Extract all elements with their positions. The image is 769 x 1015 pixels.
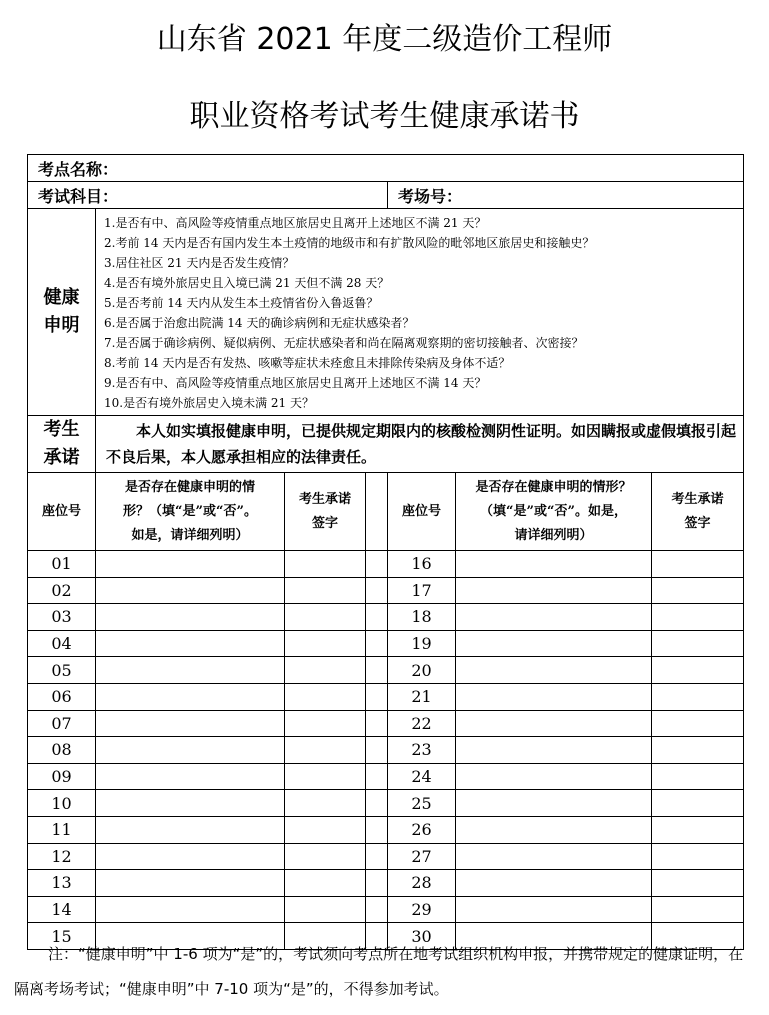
signature-cell-left[interactable] <box>285 577 366 604</box>
seat-number-left: 08 <box>28 737 96 764</box>
declaration-item: 6.是否属于治愈出院满 14 天的确诊病例和无症状感染者？ <box>104 316 415 330</box>
seat-row <box>28 870 744 897</box>
column-divider <box>366 816 388 843</box>
seat-row <box>28 896 744 923</box>
seat-number-right: 26 <box>388 816 456 843</box>
signature-cell-left[interactable] <box>285 896 366 923</box>
situation-cell-right[interactable] <box>456 604 652 631</box>
seat-number-left: 15 <box>28 923 96 950</box>
signature-cell-left[interactable] <box>285 737 366 764</box>
promise-statement: 本人如实填报健康申明，已提供规定期限内的核酸检测阴性证明。如因瞒报或虚假填报引起不良后果，本人愿承担相应的法律责任。 <box>96 416 744 473</box>
declaration-item: 5.是否考前 14 天内从发生本土疫情省份入鲁返鲁？ <box>104 296 379 310</box>
seat-number-left: 01 <box>28 551 96 578</box>
seat-number-left: 10 <box>28 790 96 817</box>
situation-cell-right[interactable] <box>456 577 652 604</box>
situation-cell-left[interactable] <box>96 763 285 790</box>
column-divider <box>366 763 388 790</box>
declaration-label: 健康 申明 <box>28 209 96 416</box>
footnote: 注：“健康申明”中 1-6 项为“是”的，考试须向考点所在地考试组织机构申报，并携带规定的健康证明，在隔离考场考试；“健康申明”中 7-10 项为“是”的，不得参加考试。 <box>14 945 744 998</box>
signature-cell-left[interactable] <box>285 604 366 631</box>
signature-cell-right[interactable] <box>652 763 744 790</box>
signature-cell-right[interactable] <box>652 657 744 684</box>
signature-cell-right[interactable] <box>652 577 744 604</box>
column-divider <box>366 630 388 657</box>
seat-number-left: 02 <box>28 577 96 604</box>
health-commitment-form <box>27 154 744 950</box>
situation-cell-left[interactable] <box>96 790 285 817</box>
situation-cell-left[interactable] <box>96 737 285 764</box>
seat-number-right: 20 <box>388 657 456 684</box>
seat-number-right: 28 <box>388 870 456 897</box>
situation-cell-right[interactable] <box>456 896 652 923</box>
seat-number-right: 25 <box>388 790 456 817</box>
seat-row <box>28 790 744 817</box>
column-divider <box>366 551 388 578</box>
situation-cell-left[interactable] <box>96 657 285 684</box>
signature-cell-right[interactable] <box>652 551 744 578</box>
declaration-item: 4.是否有境外旅居史且入境已满 21 天但不满 28 天？ <box>104 276 390 290</box>
seat-column-header-right: 座位号 <box>388 473 456 551</box>
exam-room-field[interactable] <box>388 182 744 209</box>
seat-row <box>28 683 744 710</box>
signature-cell-left[interactable] <box>285 763 366 790</box>
exam-site-field[interactable] <box>28 155 744 182</box>
declaration-item: 3.居住社区 21 天内是否发生疫情？ <box>104 256 295 270</box>
situation-cell-right[interactable] <box>456 843 652 870</box>
seat-row <box>28 577 744 604</box>
seat-number-right: 24 <box>388 763 456 790</box>
seat-number-right: 29 <box>388 896 456 923</box>
signature-cell-left[interactable] <box>285 790 366 817</box>
column-divider <box>366 683 388 710</box>
situation-cell-right[interactable] <box>456 790 652 817</box>
situation-cell-left[interactable] <box>96 604 285 631</box>
seat-row <box>28 630 744 657</box>
column-divider <box>366 870 388 897</box>
signature-cell-right[interactable] <box>652 604 744 631</box>
column-divider <box>366 657 388 684</box>
seat-row <box>28 551 744 578</box>
declaration-item: 9.是否有中、高风险等疫情重点地区旅居史且离开上述地区不满 14 天？ <box>104 376 487 390</box>
situation-cell-left[interactable] <box>96 896 285 923</box>
seat-number-right: 18 <box>388 604 456 631</box>
column-divider <box>366 473 388 551</box>
signature-cell-right[interactable] <box>652 710 744 737</box>
signature-cell-right[interactable] <box>652 896 744 923</box>
column-divider <box>366 737 388 764</box>
situation-cell-left[interactable] <box>96 683 285 710</box>
signature-cell-left[interactable] <box>285 551 366 578</box>
exam-room-label: 考场号： <box>398 186 463 206</box>
declaration-list <box>96 209 744 416</box>
situation-column-header-left: 是否存在健康申明的情 形？（填“是”或“否”。 如是，请详细列明） <box>96 473 285 551</box>
seat-number-left: 04 <box>28 630 96 657</box>
column-divider <box>366 790 388 817</box>
seat-row <box>28 816 744 843</box>
situation-cell-left[interactable] <box>96 551 285 578</box>
declaration-item: 2.考前 14 天内是否有国内发生本土疫情的地级市和有扩散风险的毗邻地区旅居史和接触史？ <box>104 236 595 250</box>
seat-number-left: 13 <box>28 870 96 897</box>
document-title-line-1: 山东省 2021 年度二级造价工程师 <box>156 22 613 57</box>
declaration-item: 7.是否属于确诊病例、疑似病例、无症状感染者和尚在隔离观察期的密切接触者、次密接？ <box>104 336 584 350</box>
seat-number-left: 09 <box>28 763 96 790</box>
signature-column-header-left: 考生承诺 签字 <box>285 473 366 551</box>
signature-cell-left[interactable] <box>285 630 366 657</box>
seat-number-right: 22 <box>388 710 456 737</box>
document-title-line-2: 职业资格考试考生健康承诺书 <box>189 99 580 134</box>
seat-number-left: 05 <box>28 657 96 684</box>
seat-row <box>28 763 744 790</box>
seat-number-left: 07 <box>28 710 96 737</box>
column-divider <box>366 710 388 737</box>
signature-cell-left[interactable] <box>285 816 366 843</box>
column-divider <box>366 843 388 870</box>
seat-row <box>28 843 744 870</box>
seat-number-right: 16 <box>388 551 456 578</box>
seat-row <box>28 604 744 631</box>
signature-column-header-right: 考生承诺 签字 <box>652 473 744 551</box>
seat-number-right: 21 <box>388 683 456 710</box>
situation-column-header-right: 是否存在健康申明的情形？ （填“是”或“否”。如是， 请详细列明） <box>456 473 652 551</box>
seat-number-right: 23 <box>388 737 456 764</box>
situation-cell-right[interactable] <box>456 710 652 737</box>
seat-number-right: 17 <box>388 577 456 604</box>
signature-cell-left[interactable] <box>285 683 366 710</box>
signature-cell-left[interactable] <box>285 657 366 684</box>
situation-cell-left[interactable] <box>96 577 285 604</box>
seat-number-right: 19 <box>388 630 456 657</box>
signature-cell-right[interactable] <box>652 737 744 764</box>
promise-label: 考生 承诺 <box>28 416 96 473</box>
signature-cell-right[interactable] <box>652 630 744 657</box>
situation-cell-right[interactable] <box>456 683 652 710</box>
declaration-item: 10.是否有境外旅居史入境未满 21 天？ <box>104 396 314 410</box>
column-divider <box>366 577 388 604</box>
signature-cell-left[interactable] <box>285 710 366 737</box>
situation-cell-right[interactable] <box>456 763 652 790</box>
seat-number-left: 11 <box>28 816 96 843</box>
situation-cell-left[interactable] <box>96 710 285 737</box>
seat-row <box>28 710 744 737</box>
seat-column-header-left: 座位号 <box>28 473 96 551</box>
situation-cell-right[interactable] <box>456 630 652 657</box>
column-divider <box>366 896 388 923</box>
seat-row <box>28 657 744 684</box>
seat-number-left: 06 <box>28 683 96 710</box>
exam-subject-label: 考试科目： <box>38 186 119 206</box>
signature-cell-left[interactable] <box>285 843 366 870</box>
declaration-item: 8.考前 14 天内是否有发热、咳嗽等症状未痊愈且未排除传染病及身体不适？ <box>104 356 511 370</box>
signature-cell-right[interactable] <box>652 870 744 897</box>
signature-cell-right[interactable] <box>652 683 744 710</box>
signature-cell-right[interactable] <box>652 816 744 843</box>
situation-cell-right[interactable] <box>456 870 652 897</box>
situation-cell-left[interactable] <box>96 630 285 657</box>
seat-number-left: 12 <box>28 843 96 870</box>
situation-cell-left[interactable] <box>96 870 285 897</box>
situation-cell-left[interactable] <box>96 816 285 843</box>
signature-cell-left[interactable] <box>285 870 366 897</box>
exam-site-label: 考点名称： <box>38 159 119 179</box>
situation-cell-left[interactable] <box>96 843 285 870</box>
seat-number-right: 27 <box>388 843 456 870</box>
situation-cell-right[interactable] <box>456 816 652 843</box>
situation-cell-right[interactable] <box>456 737 652 764</box>
situation-cell-right[interactable] <box>456 657 652 684</box>
signature-cell-right[interactable] <box>652 843 744 870</box>
column-divider <box>366 604 388 631</box>
seat-number-left: 03 <box>28 604 96 631</box>
situation-cell-right[interactable] <box>456 551 652 578</box>
exam-subject-field[interactable] <box>28 182 388 209</box>
signature-cell-right[interactable] <box>652 790 744 817</box>
seat-number-left: 14 <box>28 896 96 923</box>
seat-number-right: 30 <box>388 923 456 950</box>
seat-row <box>28 737 744 764</box>
declaration-item: 1.是否有中、高风险等疫情重点地区旅居史且离开上述地区不满 21 天？ <box>104 216 487 230</box>
